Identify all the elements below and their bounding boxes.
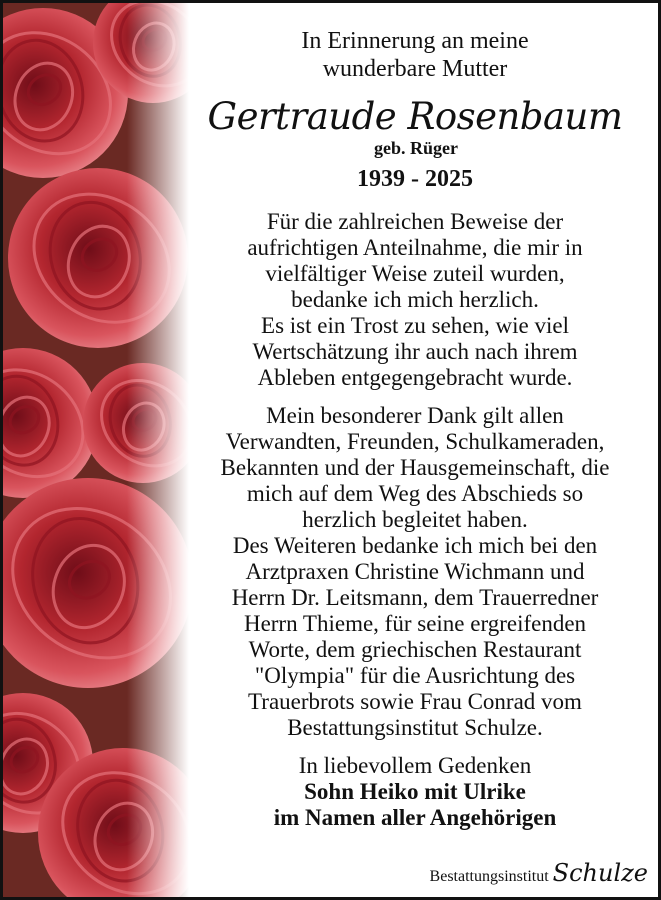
text-line: Verwandten, Freunden, Schulkameraden, <box>225 429 605 454</box>
intro <box>178 27 652 83</box>
text-line: Herrn Dr. Leitsmann, dem Trauerredner <box>231 585 599 610</box>
footer-label: Bestattungsinstitut <box>429 868 549 885</box>
notice-text <box>178 3 652 897</box>
intro-line: wunderbare Mutter <box>322 56 508 82</box>
life-years: 1939 - 2025 <box>357 166 473 192</box>
text-line: Bestattungsinstitut Schulze. <box>287 715 543 740</box>
text-line: Wertschätzung ihr auch nach ihrem <box>252 339 578 364</box>
text-line: Ableben entgegengebracht wurde. <box>257 365 573 390</box>
text-line: Mein besonderer Dank gilt allen <box>266 403 564 428</box>
rose-decoration <box>3 3 203 900</box>
closing-line: In liebevollem Gedenken <box>298 753 532 778</box>
text-line: Trauerbrots sowie Frau Conrad vom <box>248 689 582 714</box>
text-line: Es ist ein Trost zu sehen, wie viel <box>261 313 569 338</box>
special-thanks-paragraph <box>182 403 648 741</box>
text-line: Für die zahlreichen Beweise der <box>266 209 564 234</box>
footer-brand-logo: Schulze <box>552 859 648 887</box>
signature-line: im Namen aller Angehörigen <box>273 805 557 830</box>
text-line: "Olympia" für die Ausrichtung des <box>254 663 576 688</box>
text-line: Bekannten und der Hausgemeinschaft, die <box>220 455 610 480</box>
text-line: bedanke ich mich herzlich. <box>291 287 539 312</box>
text-line: herzlich begleitet haben. <box>302 507 528 532</box>
funeral-home-credit <box>430 859 648 887</box>
text-line: mich auf dem Weg des Abschieds so <box>246 481 584 506</box>
text-line: Arztpraxen Christine Wichmann und <box>245 559 585 584</box>
text-line: Worte, dem griechischen Restaurant <box>248 637 582 662</box>
intro-line: In Erinnerung an meine <box>301 28 529 54</box>
signature-block <box>178 753 652 831</box>
text-line: Des Weiteren bedanke ich mich bei den <box>232 533 598 558</box>
birth-name: geb. Rüger <box>374 138 458 158</box>
text-line: Herrn Thieme, für seine ergreifenden <box>243 611 587 636</box>
text-line: aufrichtigen Anteilnahme, die mir in <box>247 235 583 260</box>
deceased-name: Gertraude Rosenbaum <box>207 95 623 138</box>
text-line: vielfältiger Weise zuteil wurden, <box>265 261 565 286</box>
thanks-paragraph <box>182 209 648 391</box>
signature-line: Sohn Heiko mit Ulrike <box>304 779 526 804</box>
